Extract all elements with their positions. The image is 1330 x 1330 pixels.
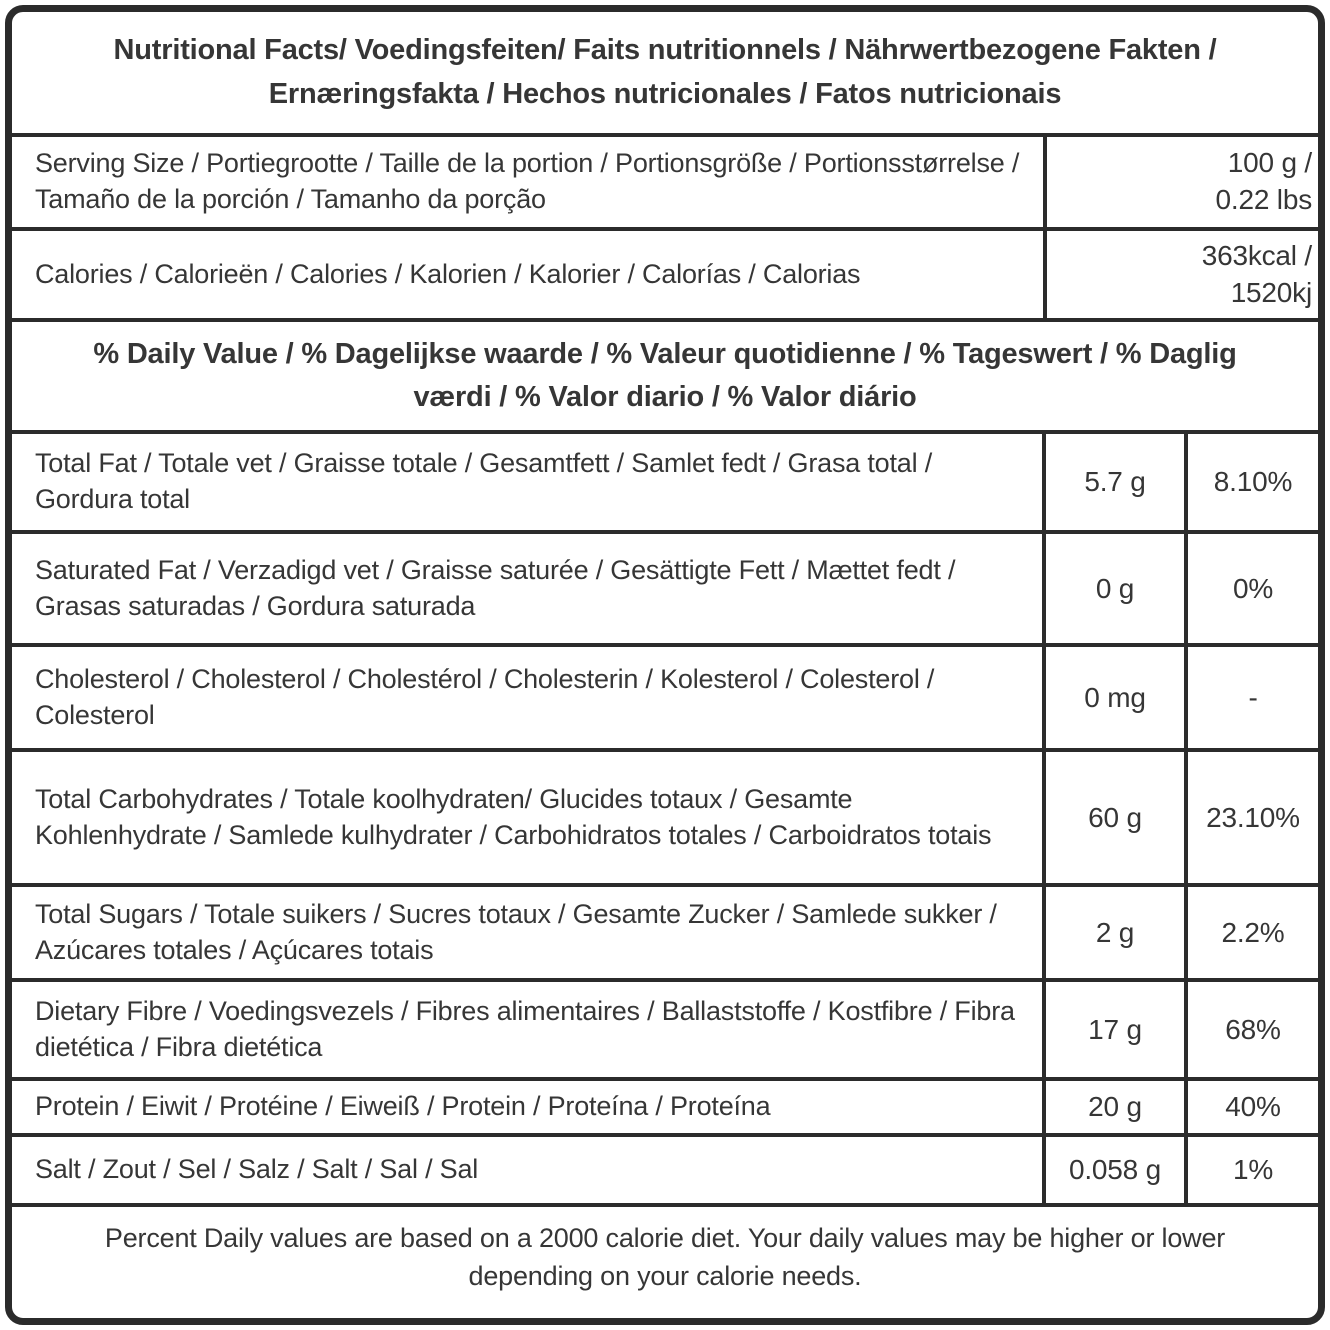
daily-value-disclaimer: Percent Daily values are based on a 2000 calorie diet. Your daily values may be higher or lower depending on your calorie needs.: [104, 1222, 1226, 1291]
serving-size-label: Serving Size / Portiegrootte / Taille de la portion / Portionsgröße / Portionsstørrelse / Tamaño de la porción / Tamanho da porção: [35, 148, 1020, 214]
calories-value-line2: 1520kj: [1230, 276, 1312, 308]
nutrient-amount: 5.7 g: [1042, 434, 1184, 530]
serving-size-value-line1: 100 g /: [1227, 147, 1312, 179]
daily-value-header: % Daily Value / % Dagelijkse waarde / % Valeur quotidienne / % Tageswert / % Daglig værdi / % Valor diario / % Valor diário: [93, 337, 1237, 413]
nutrient-amount: 2 g: [1042, 887, 1184, 978]
table-row-total-sugars: [12, 883, 1318, 978]
table-row-total-fat: [12, 430, 1318, 530]
nutrient-amount: 60 g: [1042, 752, 1184, 883]
table-row-cholesterol: [12, 643, 1318, 748]
nutrient-daily-value: 1%: [1184, 1137, 1318, 1203]
nutrient-daily-value: -: [1184, 647, 1318, 748]
serving-size-value: [1043, 137, 1318, 227]
calories-row: [12, 227, 1318, 318]
nutrient-amount: 17 g: [1042, 982, 1184, 1077]
table-row-dietary-fibre: [12, 978, 1318, 1077]
nutrient-label: Total Sugars / Totale suikers / Sucres totaux / Gesamte Zucker / Samlede sukker / Azúcares totales / Açúcares totais: [35, 898, 997, 965]
nutrient-label: Total Carbohydrates / Totale koolhydraten/ Glucides totaux / Gesamte Kohlenhydrate / Samlede kulhydrater / Carbohidratos totales / Carboidratos totais: [35, 783, 992, 850]
title-row: [12, 12, 1318, 133]
nutrition-label: [5, 5, 1325, 1325]
nutrient-daily-value: 2.2%: [1184, 887, 1318, 978]
nutrient-daily-value: 40%: [1184, 1081, 1318, 1133]
table-row-total-carbohydrates: [12, 748, 1318, 883]
nutrient-label: Cholesterol / Cholesterol / Cholestérol / Cholesterin / Kolesterol / Colesterol / Colesterol: [35, 663, 935, 730]
page-title: Nutritional Facts/ Voedingsfeiten/ Faits nutritionnels / Nährwertbezogene Fakten / Ernæringsfakta / Hechos nutricionales / Fatos nutricionais: [113, 34, 1217, 110]
nutrient-daily-value: 68%: [1184, 982, 1318, 1077]
nutrient-daily-value: 8.10%: [1184, 434, 1318, 530]
table-row-salt: [12, 1133, 1318, 1203]
nutrient-label: Total Fat / Totale vet / Graisse totale / Gesamtfett / Samlet fedt / Grasa total / Gordura total: [35, 448, 932, 514]
serving-size-value-line2: 0.22 lbs: [1215, 184, 1312, 215]
nutrient-label: Dietary Fibre / Voedingsvezels / Fibres alimentaires / Ballaststoffe / Kostfibre / Fibra dietética / Fibra dietética: [35, 995, 1015, 1062]
daily-value-header-row: [12, 318, 1318, 430]
nutrient-daily-value: 0%: [1184, 534, 1318, 643]
nutrient-daily-value: 23.10%: [1184, 752, 1318, 883]
nutrient-label: Salt / Zout / Sel / Salz / Salt / Sal / Sal: [35, 1154, 479, 1185]
serving-size-row: [12, 133, 1318, 227]
nutrient-label: Protein / Eiwit / Protéine / Eiweiß / Protein / Proteína / Proteína: [35, 1091, 771, 1122]
table-row-protein: [12, 1077, 1318, 1133]
nutrient-amount: 20 g: [1042, 1081, 1184, 1133]
table-row-saturated-fat: [12, 530, 1318, 643]
nutrient-amount: 0 mg: [1042, 647, 1184, 748]
nutrient-amount: 0 g: [1042, 534, 1184, 643]
calories-value-line1: 363kcal /: [1201, 239, 1312, 271]
calories-value: [1043, 231, 1318, 318]
nutrient-amount: 0.058 g: [1042, 1137, 1184, 1203]
nutrient-label: Saturated Fat / Verzadigd vet / Graisse saturée / Gesättigte Fett / Mættet fedt / Grasas saturadas / Gordura saturada: [35, 554, 956, 621]
calories-label: Calories / Calorieën / Calories / Kalorien / Kalorier / Calorías / Calorias: [35, 258, 861, 289]
footer-row: [12, 1203, 1318, 1318]
